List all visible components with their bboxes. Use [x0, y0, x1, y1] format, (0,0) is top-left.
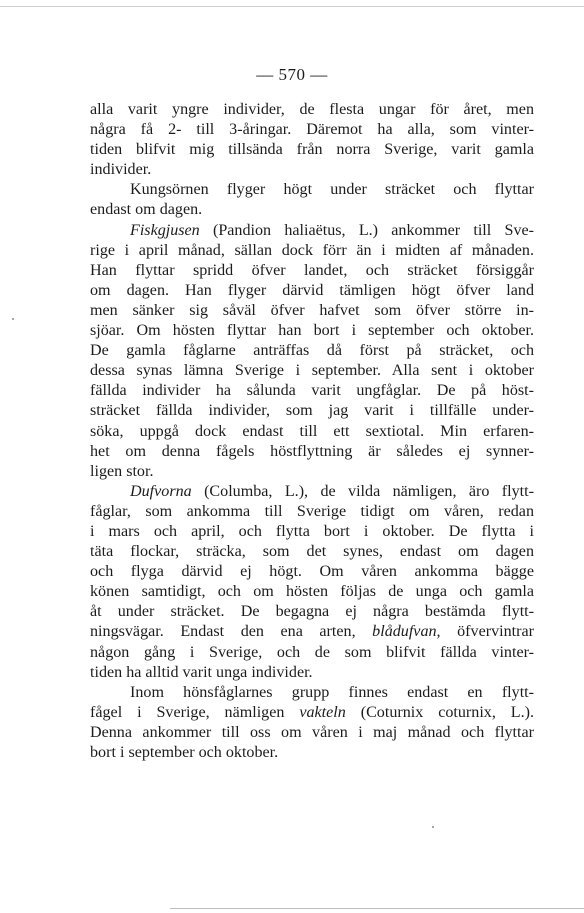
- text-line: [90, 683, 534, 703]
- line-text: tiden ha alltid varit unga individer.: [90, 663, 313, 681]
- italic-term: blådufvan,: [372, 623, 441, 641]
- text-line: [90, 743, 534, 763]
- line-text: het om denna fågels höstflyttning är således ej synner-: [90, 442, 534, 460]
- line-text: öfvervintrar: [440, 623, 534, 641]
- line-text: könen samtidigt, och om hösten följas de unga och gamla: [90, 583, 534, 601]
- line-text: individer.: [90, 161, 152, 179]
- line-text: bort i september och oktober.: [90, 744, 279, 761]
- text-line: [90, 462, 534, 482]
- text-line: [90, 703, 534, 723]
- line-text: Han flyttar spridd öfver landet, och sträcket försiggår: [90, 261, 534, 279]
- line-text: Inom hönsfåglarnes grupp finnes endast en flytt-: [130, 683, 534, 701]
- line-text: några få 2- till 3-åringar. Däremot ha alla, som vinter-: [90, 121, 534, 139]
- line-text: fåglar, som ankomma till Sverige tidigt om våren, redan: [90, 502, 534, 520]
- line-text: sträcket fällda individer, som jag varit i tillfälle under-: [90, 402, 534, 420]
- line-text: Denna ankommer till oss om våren i maj månad och flyttar: [90, 723, 534, 741]
- line-text: fällda individer ha sålunda varit ungfåglar. De på höst-: [90, 382, 534, 400]
- text-line: [90, 221, 534, 241]
- line-text: täta flockar, sträcka, som det synes, endast om dagen: [90, 543, 534, 561]
- text-line: [90, 381, 534, 401]
- text-line: [90, 663, 534, 683]
- top-scan-edge-line: [0, 6, 584, 7]
- text-line: [90, 401, 534, 421]
- text-line: [90, 723, 534, 743]
- text-line: [90, 522, 534, 542]
- line-text: i mars och april, och flytta bort i oktober. De flytta i: [90, 522, 534, 540]
- text-line: [90, 180, 534, 200]
- line-text: endast om dagen.: [90, 201, 203, 219]
- page-number: — 570 —: [256, 65, 328, 84]
- line-text: ligen stor.: [90, 462, 154, 480]
- text-line: [90, 261, 534, 281]
- line-text: söka, uppgå dock endast till ett sextiotal. Min erfaren-: [90, 422, 534, 440]
- text-line: [90, 321, 534, 341]
- text-line: [90, 542, 534, 562]
- text-line: [90, 643, 534, 663]
- text-line: [90, 502, 534, 522]
- italic-term: Fiskgjusen: [130, 221, 200, 239]
- line-text: fågel i Sverige, nämligen: [90, 703, 300, 721]
- text-line: [90, 361, 534, 381]
- line-text: (Pandion haliaëtus, L.) ankommer till Sve-: [199, 221, 534, 239]
- line-text: och flyga därvid ej högt. Om våren ankomma bägge: [90, 563, 534, 581]
- italic-term: Dufvorna: [130, 482, 192, 500]
- scan-speck: [432, 826, 434, 828]
- line-text: rige i april månad, sällan dock förr än i midten af månaden.: [90, 241, 534, 259]
- line-text: dessa synas lämna Sverige i september. Alla sent i oktober: [90, 362, 534, 380]
- italic-term: vakteln: [299, 703, 346, 721]
- line-text: (Coturnix coturnix, L.).: [345, 703, 535, 721]
- line-text: ningsvägar. Endast den ena arten,: [90, 623, 373, 641]
- text-line: [90, 160, 534, 180]
- text-line: [90, 442, 534, 462]
- text-line: [90, 100, 534, 120]
- text-line: [90, 341, 534, 361]
- text-line: [90, 241, 534, 261]
- text-line: [90, 422, 534, 442]
- bottom-scan-edge-line: [170, 908, 584, 909]
- line-text: om dagen. Han flyger därvid tämligen högt öfver land: [90, 281, 534, 299]
- text-line: [90, 602, 534, 622]
- line-text: (Columba, L.), de vilda nämligen, äro flytt-: [191, 482, 534, 500]
- scan-speck: [12, 318, 14, 320]
- text-line: [90, 301, 534, 321]
- line-text: sjöar. Om hösten flyttar han bort i september och oktober.: [90, 322, 534, 340]
- line-text: Kungsörnen flyger högt under sträcket och flyttar: [130, 181, 534, 199]
- line-text: tiden blifvit mig tillsända från norra Sverige, varit gamla: [90, 141, 534, 159]
- text-line: [90, 562, 534, 582]
- line-text: men sänker sig såväl öfver hafvet som öfver större in-: [90, 301, 534, 319]
- text-line: [90, 120, 534, 140]
- body-text: [90, 100, 534, 763]
- line-text: någon gång i Sverige, och de som blifvit fällda vinter-: [90, 643, 534, 661]
- text-line: [90, 622, 534, 642]
- text-line: [90, 281, 534, 301]
- text-line: [90, 582, 534, 602]
- line-text: De gamla fåglarne anträffas då först på sträcket, och: [90, 342, 534, 360]
- line-text: åt under sträcket. De begagna ej några bestämda flytt-: [90, 603, 534, 621]
- text-line: [90, 140, 534, 160]
- text-line: [90, 482, 534, 502]
- line-text: alla varit yngre individer, de flesta ungar för året, men: [90, 101, 534, 118]
- text-line: [90, 200, 534, 220]
